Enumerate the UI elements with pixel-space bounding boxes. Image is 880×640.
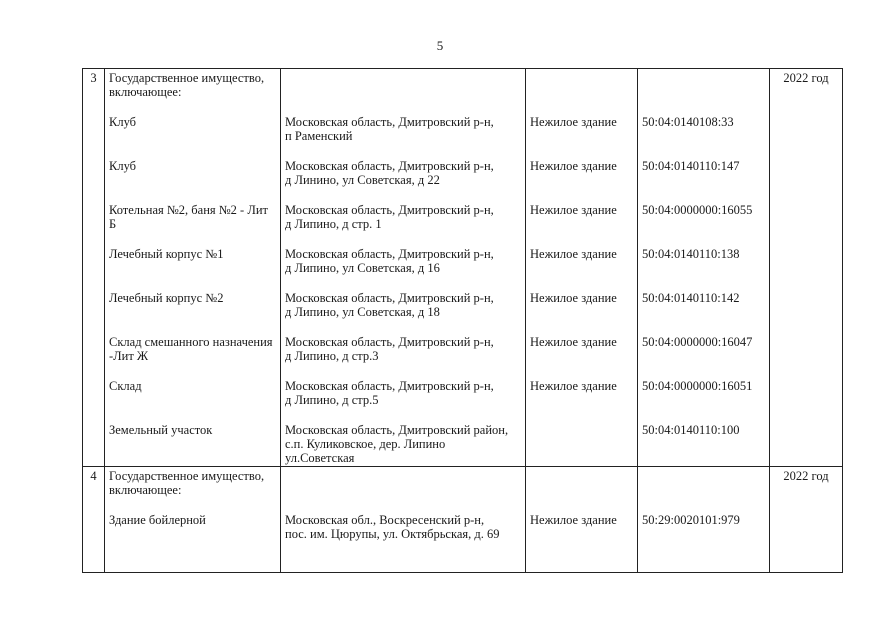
list-item: Здание бойлерной [109,513,206,527]
type-column: Нежилое здание [526,467,638,573]
address-column: Московская обл., Воскресенский р-н, пос. им. Цюрупы, ул. Октябрьская, д. 69 [281,467,526,573]
list-item: Клуб [109,115,137,129]
group-heading: Государственное имущество, включающее: [109,71,265,99]
cadastral-column: 50:29:0020101:979 [638,467,770,573]
property-table [82,68,843,573]
name-column [105,69,281,467]
name-column [105,467,281,573]
list-item: Склад [109,379,142,393]
group-heading: Государственное имущество, включающее: [109,469,265,497]
list-item: Лечебный корпус №1 [109,247,224,261]
list-item: Лечебный корпус №2 [109,291,224,305]
page-number: 5 [436,38,444,53]
group-number: 4 [83,467,105,573]
table-row-group-3 [83,69,843,467]
list-item: Склад смешанного назначения -Лит Ж [109,335,273,363]
address-column: Московская область, Дмитровский р-н, п Раменский Московская область, Дмитровский р-н, д Линино, ул Советская, д 22 Московская область, Дмитровский р-н, д Липино, д стр. 1 Московская область, Дмитровский р-н, д Липино, ул Советская, д 16 Московская область, Дмитровский р-н, д Липино, ул Советская, д 18 Московская область, Дмитровский р-н, д Липино, д стр.3 Московская область, Дмитровский р-н, д Липино, д стр.5 Московская область, Дмитровский район, с.п. Куликовское, дер. Липино ул.Советская [281,69,526,467]
table-row-group-4 [83,467,843,573]
year-cell: 2022 год [770,69,843,467]
list-item: Земельный участок [109,423,213,437]
cadastral-column: 50:04:0140108:33 50:04:0140110:147 50:04:0000000:16055 50:04:0140110:138 50:04:0140110:142 50:04:0000000:16047 50:04:0000000:16051 50:04:0140110:100 [638,69,770,467]
list-item: Котельная №2, баня №2 - Лит Б [109,203,268,231]
type-column: Нежилое здание Нежилое здание Нежилое здание Нежилое здание Нежилое здание Нежилое здание Нежилое здание [526,69,638,467]
year-cell: 2022 год [770,467,843,573]
group-number: 3 [83,69,105,467]
list-item: Клуб [109,159,137,173]
